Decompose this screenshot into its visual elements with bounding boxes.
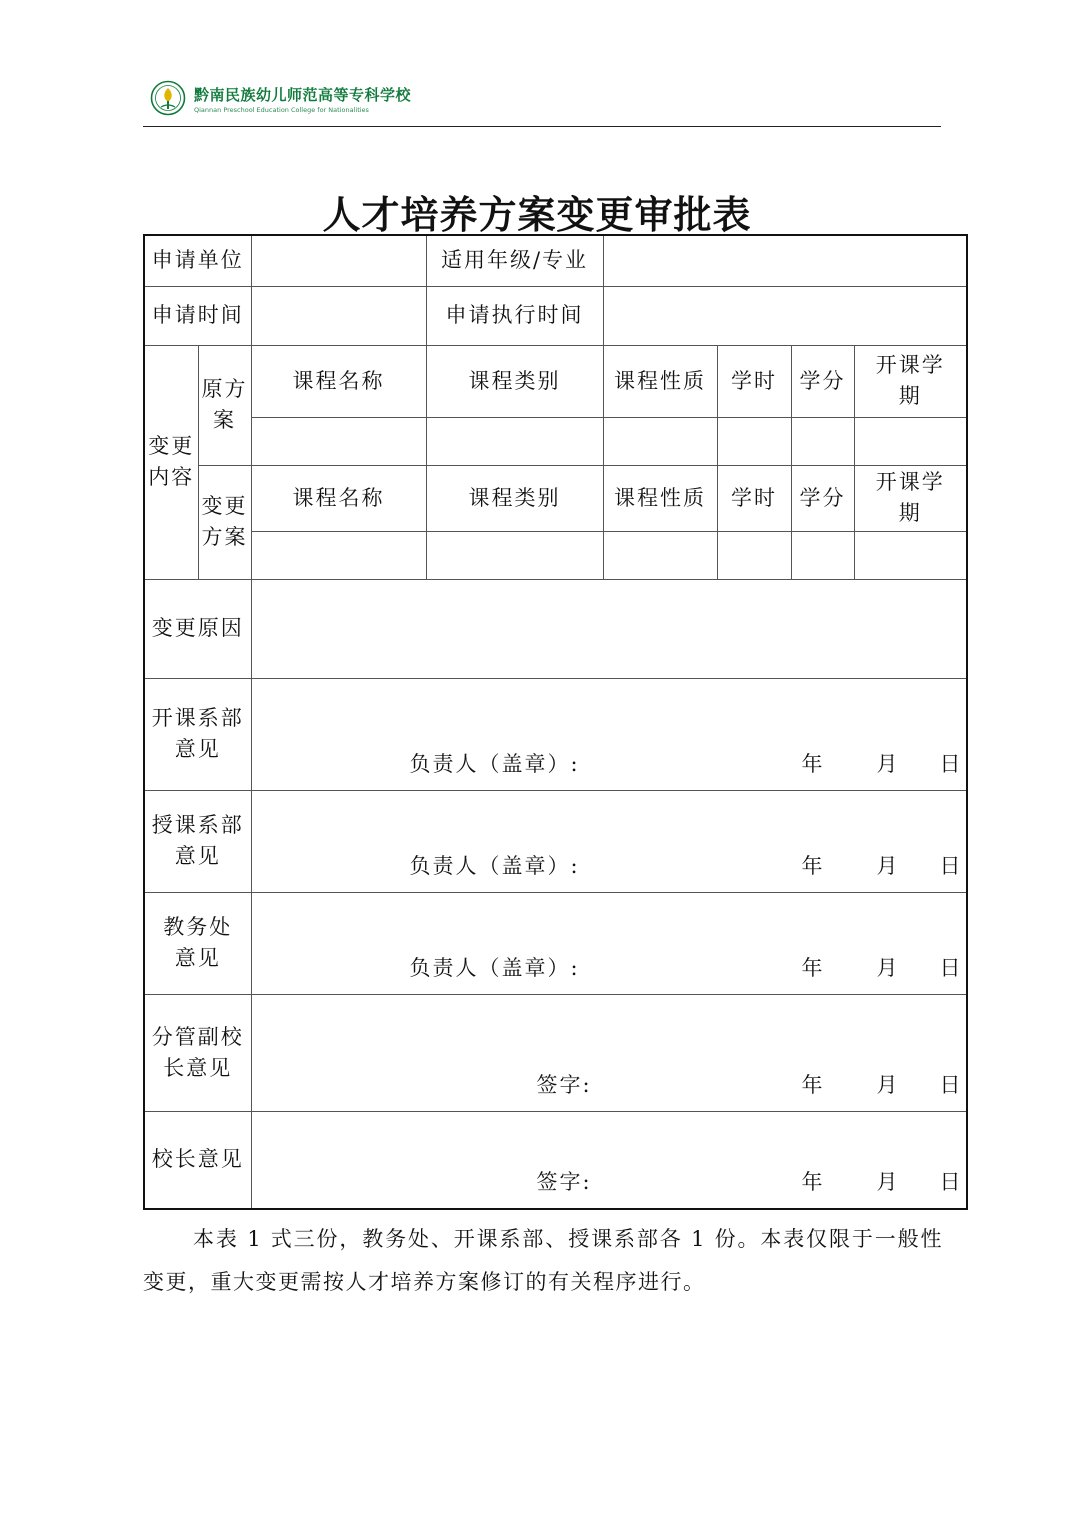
original-course-category-cell[interactable] (426, 417, 603, 465)
date-month-label: 月 (876, 955, 900, 980)
signer-label: 签字: (536, 1072, 592, 1097)
date-year-label: 年 (801, 1072, 825, 1097)
school-seal-icon (150, 80, 186, 116)
col-course-category: 课程类别 (426, 345, 603, 417)
signer-label: 签字: (536, 1170, 592, 1194)
school-name-en: Qiannan Preschool Education College for Nationalities (194, 106, 369, 114)
school-logo (148, 78, 412, 120)
original-credits-cell[interactable] (791, 417, 854, 465)
applicant-unit-label: 申请单位 (144, 235, 251, 286)
opinion-label: 授课系部意见 (144, 790, 251, 892)
apply-time-label: 申请时间 (144, 286, 251, 345)
signer-label: 负责人（盖章）: (409, 751, 580, 776)
opinion-field[interactable] (251, 892, 967, 994)
col-course-name-2: 课程名称 (251, 465, 426, 531)
changed-course-category-cell[interactable] (426, 531, 603, 579)
date-month-label: 月 (876, 853, 900, 878)
date-day-label: 日 (939, 751, 963, 776)
opinion-field[interactable] (251, 1111, 967, 1209)
change-reason-field[interactable] (251, 579, 967, 678)
school-name-cn: 黔南民族幼儿师范高等专科学校 (194, 86, 412, 104)
original-course-name-cell[interactable] (251, 417, 426, 465)
col-course-category-2: 课程类别 (426, 465, 603, 531)
changed-credits-cell[interactable] (791, 531, 854, 579)
col-course-name: 课程名称 (251, 345, 426, 417)
change-content-label: 变更内容 (144, 345, 198, 579)
col-hours: 学时 (717, 345, 791, 417)
date-day-label: 日 (939, 955, 963, 980)
changed-semester-cell[interactable] (854, 531, 967, 579)
exec-time-field[interactable] (603, 286, 967, 345)
col-hours-2: 学时 (717, 465, 791, 531)
date-year-label: 年 (801, 955, 825, 980)
apply-time-field[interactable] (251, 286, 426, 345)
col-course-nature-2: 课程性质 (603, 465, 717, 531)
opinion-label: 分管副校长意见 (144, 994, 251, 1111)
signer-label: 负责人（盖章）: (409, 955, 580, 980)
grade-major-field[interactable] (603, 235, 967, 286)
signer-label: 负责人（盖章）: (409, 853, 580, 878)
opinion-label: 开课系部意见 (144, 678, 251, 790)
footnote: 本表 1 式三份，教务处、开课系部、授课系部各 1 份。本表仅限于一般性变更，重大变更需按人才培养方案修订的有关程序进行。 (143, 1227, 943, 1294)
original-plan-label: 原方案 (198, 345, 251, 465)
col-semester-2: 开课学期 (854, 465, 967, 531)
col-credits: 学分 (791, 345, 854, 417)
opinion-label: 教务处意见 (144, 892, 251, 994)
date-day-label: 日 (939, 1072, 963, 1097)
opinion-field[interactable] (251, 994, 967, 1111)
original-hours-cell[interactable] (717, 417, 791, 465)
original-semester-cell[interactable] (854, 417, 967, 465)
date-year-label: 年 (801, 1170, 825, 1194)
changed-course-name-cell[interactable] (251, 531, 426, 579)
exec-time-label: 申请执行时间 (426, 286, 603, 345)
date-year-label: 年 (801, 751, 825, 776)
opinion-field[interactable] (251, 790, 967, 892)
original-course-nature-cell[interactable] (603, 417, 717, 465)
date-year-label: 年 (801, 853, 825, 878)
date-month-label: 月 (876, 1170, 900, 1194)
header-rule (143, 126, 941, 127)
opinion-label: 校长意见 (144, 1111, 251, 1209)
grade-major-label: 适用年级/专业 (426, 235, 603, 286)
date-month-label: 月 (876, 751, 900, 776)
opinion-field[interactable] (251, 678, 967, 790)
changed-hours-cell[interactable] (717, 531, 791, 579)
date-month-label: 月 (876, 1072, 900, 1097)
changed-course-nature-cell[interactable] (603, 531, 717, 579)
date-day-label: 日 (939, 853, 963, 878)
date-day-label: 日 (939, 1170, 963, 1194)
col-semester: 开课学期 (854, 345, 967, 417)
changed-plan-label: 变更方案 (198, 465, 251, 579)
page-title: 人才培养方案变更审批表 (322, 192, 752, 237)
applicant-unit-field[interactable] (251, 235, 426, 286)
approval-form-table (143, 234, 968, 1210)
change-reason-label: 变更原因 (144, 579, 251, 678)
col-credits-2: 学分 (791, 465, 854, 531)
col-course-nature: 课程性质 (603, 345, 717, 417)
